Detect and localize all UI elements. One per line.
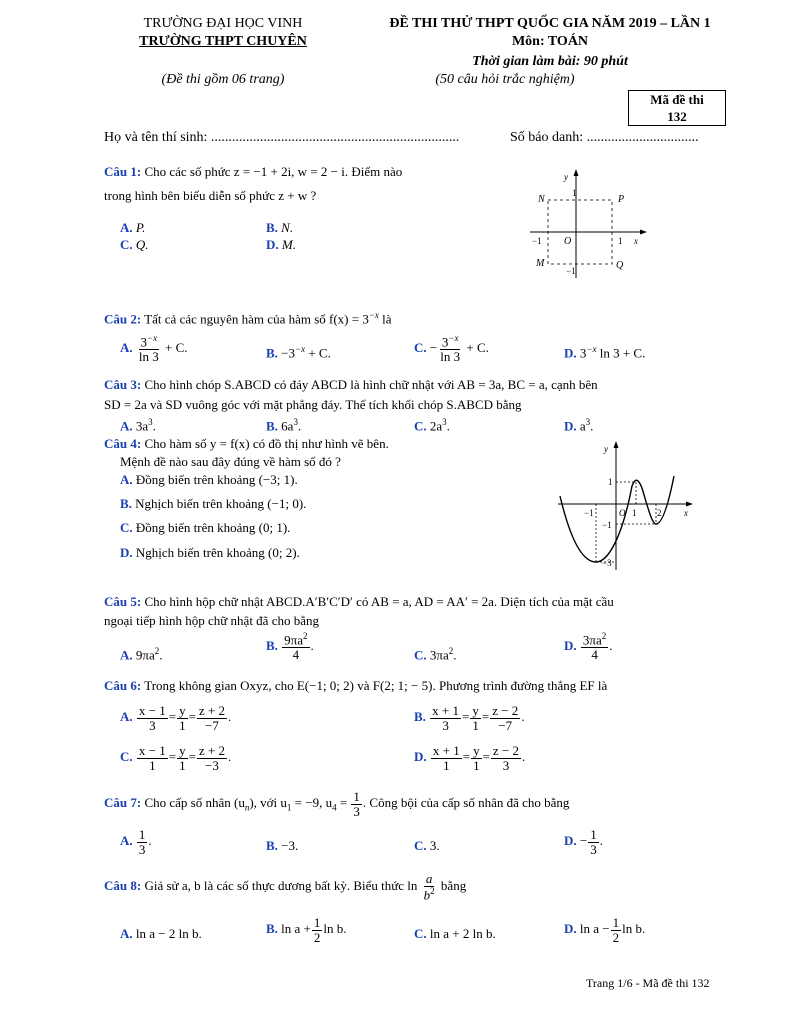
question-7-label: Câu 7: — [104, 795, 142, 811]
q1-option-d[interactable]: D. M. — [266, 237, 296, 252]
questions-note: (50 câu hỏi trắc nghiệm) — [435, 72, 575, 87]
question-5: Câu 5: Cho hình hộp chữ nhật ABCD.A′B′C′D′ có AB = a, AD = AA′ = 2a. Diện tích của mặt cầu — [104, 594, 614, 609]
q4-tick-m1-y: −1 — [602, 520, 612, 530]
exam-code-box — [628, 90, 726, 126]
q1-tick-1-y: 1 — [572, 188, 577, 198]
q2-option-a[interactable]: A. $\frac{3^{-x}}{\ln 3}$ + C. — [120, 333, 188, 364]
question-4-line2: Mệnh đề nào sau đây đúng về hàm số đó ? — [120, 454, 341, 469]
exam-time: Thời gian làm bài: 90 phút — [472, 54, 628, 69]
q1-option-c[interactable]: C. Q. — [120, 237, 149, 252]
q5-option-a[interactable]: A. $9\pi a^2$. — [120, 646, 163, 663]
question-4-label: Câu 4: — [104, 436, 142, 451]
q6-option-c[interactable]: C. $\frac{x - 1}{1}$ = $\frac{y}{1}$ = $\frac{z + 2}{-3}$ . — [120, 743, 232, 773]
q3-option-a[interactable]: A. $3a^3$. — [120, 417, 156, 434]
q6-option-b[interactable]: B. $\frac{x + 1}{3}$ = $\frac{y}{1}$ = $\frac{z - 2}{-7}$ . — [414, 703, 525, 733]
q1-tick-m1-y: −1 — [566, 266, 576, 276]
q4-function-graph-figure — [556, 438, 696, 572]
q1-point-p: P — [618, 194, 625, 205]
q1-point-n: N — [538, 194, 545, 205]
q4-tick-1-x: 1 — [632, 508, 637, 518]
q1-origin: O — [564, 236, 572, 247]
q1-option-b[interactable]: B. N. — [266, 220, 294, 235]
q4-axis-y-label: y — [604, 444, 608, 454]
exam-subject: Môn: TOÁN — [511, 34, 589, 49]
q5-option-c[interactable]: C. $3\pi a^2$. — [414, 646, 457, 663]
question-3: Câu 3: Cho hình chóp S.ABCD có đáy ABCD là hình chữ nhật với AB = 3a, BC = a, cạnh bên — [104, 377, 598, 392]
q7-option-d[interactable]: D. − $\frac{1}{3}$ . — [564, 827, 603, 857]
q1-axis-y-label: y — [564, 172, 568, 182]
q3-option-d[interactable]: D. $a^3$. — [564, 417, 594, 434]
question-6: Câu 6: Trong không gian Oxyz, cho E(−1; 0; 2) và F(2; 1; − 5). Phương trình đường thẳng EF là — [104, 678, 608, 693]
q4-tick-1-y: 1 — [608, 477, 613, 487]
question-1 — [104, 164, 402, 180]
q2-option-c[interactable]: C. − $\frac{3^{-x}}{\ln 3}$ + C. — [414, 333, 489, 364]
question-4: Câu 4: Cho hàm số y = f(x) có đồ thị như hình vẽ bên. — [104, 436, 389, 451]
question-2-label: Câu 2: — [104, 311, 142, 327]
q6-option-a[interactable]: A. $\frac{x - 1}{3}$ = $\frac{y}{1}$ = $\frac{z + 2}{-7}$ . — [120, 703, 232, 733]
q7-option-a[interactable]: A. $\frac{1}{3}$ . — [120, 827, 152, 857]
question-5-label: Câu 5: — [104, 594, 142, 609]
q1-tick-1-x: 1 — [618, 236, 623, 246]
q4-origin: O — [619, 508, 626, 518]
q4-tick-m1-x: −1 — [584, 508, 594, 518]
q2-option-d[interactable]: D. $3^{-x}$ ln 3 + C. — [564, 344, 646, 361]
q1-tick-m1-x: −1 — [532, 236, 542, 246]
page-footer: Trang 1/6 - Mã đề thi 132 — [586, 976, 710, 990]
q8-option-a[interactable]: A. ln a − 2 ln b. — [120, 926, 202, 941]
q4-option-d[interactable]: D. Nghịch biến trên khoảng (0; 2). — [120, 545, 300, 560]
student-id-line: Số báo danh: ................................ — [510, 130, 699, 145]
question-1-line2: trong hình bên biểu diễn số phức z + w ? — [104, 188, 317, 203]
q8-option-c[interactable]: C. ln a + 2 ln b. — [414, 926, 496, 941]
question-1-text: Cho các số phức z = −1 + 2i, w = 2 − i. Điểm nào — [144, 164, 403, 179]
q1-axis-x-label: x — [634, 236, 638, 246]
q7-option-b[interactable]: B. −3. — [266, 838, 299, 853]
q4-tick-2-x: 2 — [657, 508, 662, 518]
exam-code-label: Mã đề thi — [650, 92, 704, 107]
question-2: Câu 2: Tất cả các nguyên hàm của hàm số $f(x) = 3^{-x}$ là — [104, 310, 392, 327]
question-6-label: Câu 6: — [104, 678, 142, 693]
exam-title: ĐỀ THI THỬ THPT QUỐC GIA NĂM 2019 – LẦN 1 — [389, 16, 711, 31]
question-1-label: Câu 1: — [104, 164, 142, 179]
q4-tick-m3-y: −3 — [602, 558, 612, 568]
student-name-line: Họ và tên thí sinh: ....................................................................... — [104, 130, 460, 145]
q3-option-b[interactable]: B. $6a^3$. — [266, 417, 302, 434]
q4-option-b[interactable]: B. Nghịch biến trên khoảng (−1; 0). — [120, 496, 307, 511]
q4-curve — [560, 476, 674, 562]
q5-option-d[interactable]: D. $\frac{3\pi a^2}{4}$ . — [564, 631, 613, 662]
school-name: TRƯỜNG ĐẠI HỌC VINH — [143, 16, 303, 31]
q4-option-a[interactable]: A. Đồng biến trên khoảng (−3; 1). — [120, 472, 298, 487]
q1-complex-plane-figure — [526, 166, 650, 282]
q8-option-b[interactable]: B. ln a + $\frac{1}{2}$ ln b. — [266, 915, 347, 945]
q1-point-q: Q — [616, 260, 624, 271]
question-3-line2: SD = 2a và SD vuông góc với mặt phẳng đáy. Thể tích khối chóp S.ABCD bằng — [104, 397, 522, 412]
q3-option-c[interactable]: C. $2a^3$. — [414, 417, 450, 434]
q5-option-b[interactable]: B. $\frac{9\pi a^2}{4}$ . — [266, 631, 314, 662]
q1-option-a[interactable]: A. P. — [120, 220, 146, 235]
q7-option-c[interactable]: C. 3. — [414, 838, 440, 853]
question-8: Câu 8: Giả sử a, b là các số thực dương bất kỳ. Biểu thức ln $\frac{a}{b^2}$ bằng — [104, 871, 467, 902]
q2-option-b[interactable]: B. $-3^{-x} + C$. — [266, 344, 331, 361]
question-5-line2: ngoại tiếp hình hộp chữ nhật đã cho bằng — [104, 613, 319, 628]
q6-option-d[interactable]: D. $\frac{x + 1}{1}$ = $\frac{y}{1}$ = $\frac{z - 2}{3}$ . — [414, 743, 526, 773]
subschool-name: TRƯỜNG THPT CHUYÊN — [139, 34, 307, 49]
q1-point-m: M — [536, 258, 545, 269]
q4-option-c[interactable]: C. Đồng biến trên khoảng (0; 1). — [120, 520, 291, 535]
question-8-label: Câu 8: — [104, 877, 142, 893]
question-7: Câu 7: Cho cấp số nhân $(u_n)$, với $u_1 = -9$, $u_4$ = $\frac{1}{3}$ . Công bội của cấp số nhân đã cho bằng — [104, 789, 570, 819]
pages-note: (Đề thi gồm 06 trang) — [161, 72, 285, 87]
q8-option-d[interactable]: D. ln a − $\frac{1}{2}$ ln b. — [564, 915, 646, 945]
q4-axis-x-label: x — [684, 508, 688, 518]
question-3-label: Câu 3: — [104, 377, 142, 392]
exam-code-value: 132 — [667, 109, 687, 124]
